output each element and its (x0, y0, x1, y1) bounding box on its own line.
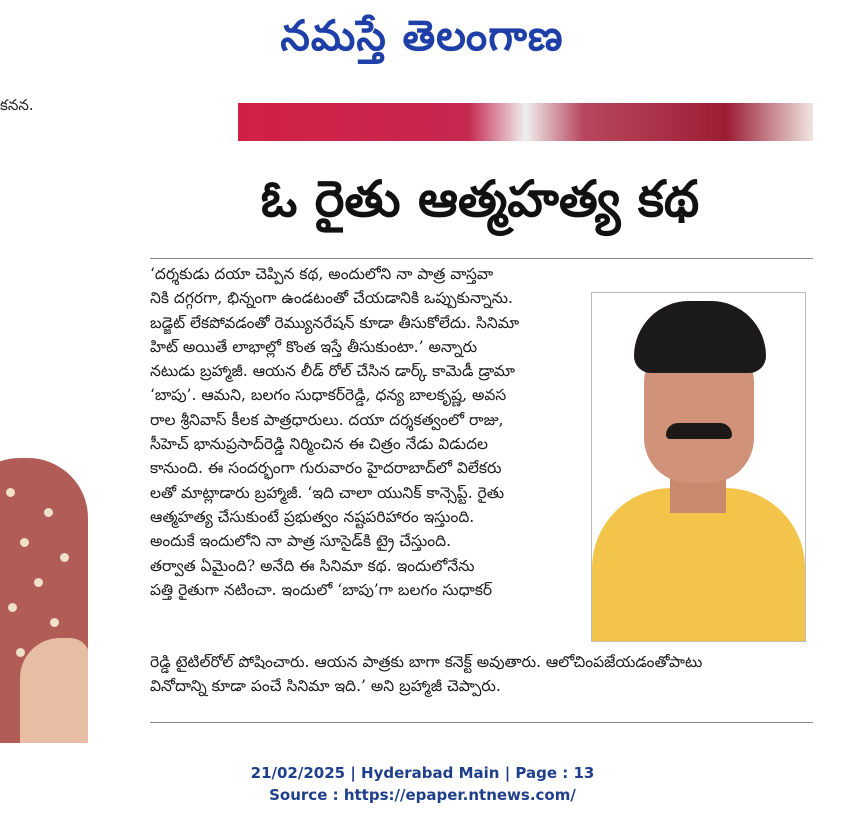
article-line: రాల శ్రీనివాస్ కీలక పాత్రధారులు. దయా దర్శకత్వంలో రాజు, (150, 410, 504, 429)
adjacent-photo (0, 158, 88, 743)
article-line: హిట్ అయితే లాభాల్లో కొంత ఇస్తే తీసుకుంటా.’ అన్నారు (150, 337, 478, 356)
article-line: ‘బాపు’. ఆమని, బలగం సుధాకర్‌రెడ్డి, ధన్య బాలకృష్ణ, అవస (150, 386, 507, 405)
headline: ఓ రైతు ఆత్మహత్య కథ (260, 170, 700, 228)
article-line: సీహెచ్ భానుప్రసాద్‌రెడ్డి నిర్మించిన ఈ చిత్రం నేడు విడుదల (150, 435, 489, 454)
divider (150, 258, 813, 259)
article-body-continued (150, 650, 813, 699)
article-line: కానుంది. ఈ సందర్భంగా గురువారం హైదరాబాద్‌లో విలేకరు (150, 459, 502, 478)
article-line: ‘దర్శకుడు దయా చెప్పిన కథ, అందులోని నా పాత్ర వాస్తవా (150, 265, 494, 283)
article-line: లతో మాట్లాడారు బ్రహ్మాజీ. ‘ఇది చాలా యునిక్ కాన్సెప్ట్. రైతు (150, 483, 505, 502)
page-footer (0, 762, 845, 806)
article-line: తర్వాత ఏమైంది? అనేది ఈ సినిమా కథ. ఇందులోనేను (150, 556, 475, 575)
divider (150, 722, 813, 723)
article-body (150, 262, 590, 602)
portrait-photo (591, 292, 806, 642)
article-line: నికి దగ్గరగా, భిన్నంగా ఉండటంతో చేయడానికి ఒప్పుకున్నాను. (150, 289, 513, 308)
article-line: నటుడు బ్రహ్మాజీ. ఆయన లీడ్ రోల్ చేసిన డార్క్ కామెడీ డ్రామా (150, 362, 516, 381)
newspaper-logo: నమస్తే తెలంగాణ (280, 11, 564, 60)
source-link[interactable]: Source : https://epaper.ntnews.com/ (269, 786, 576, 804)
adjacent-article-fragment: కనన. (0, 96, 34, 114)
masthead (0, 0, 845, 72)
article-line: వినోదాన్ని కూడా పంచే సినిమా ఇది.’ అని బ్రహ్మాజీ చెప్పారు. (150, 677, 501, 696)
article-line: పత్తి రైతుగా నటించా. ఇందులో ‘బాపు’గా బలగం సుధాకర్ (150, 580, 493, 599)
article-line: రెడ్డి టైటిల్‌రోల్ పోషించారు. ఆయన పాత్రకు బాగా కనెక్ట్ అవుతారు. ఆలోచింపజేయడంతోపాటు (150, 653, 703, 671)
article-line: బడ్జెట్ లేకపోవడంతో రెమ్యునరేషన్ కూడా తీసుకోలేదు. సినిమా (150, 313, 520, 332)
article-line: ఆత్మహత్య చేసుకుంటే ప్రభుత్వం నష్టపరిహారం ఇస్తుంది. (150, 507, 475, 526)
top-photo-strip (238, 103, 813, 141)
article-line: అందుకే ఇందులోని నా పాత్ర సూసైడ్‌కి ట్రై చేస్తుంది. (150, 532, 452, 551)
edition-info: 21/02/2025 | Hyderabad Main | Page : 13 (250, 764, 595, 782)
